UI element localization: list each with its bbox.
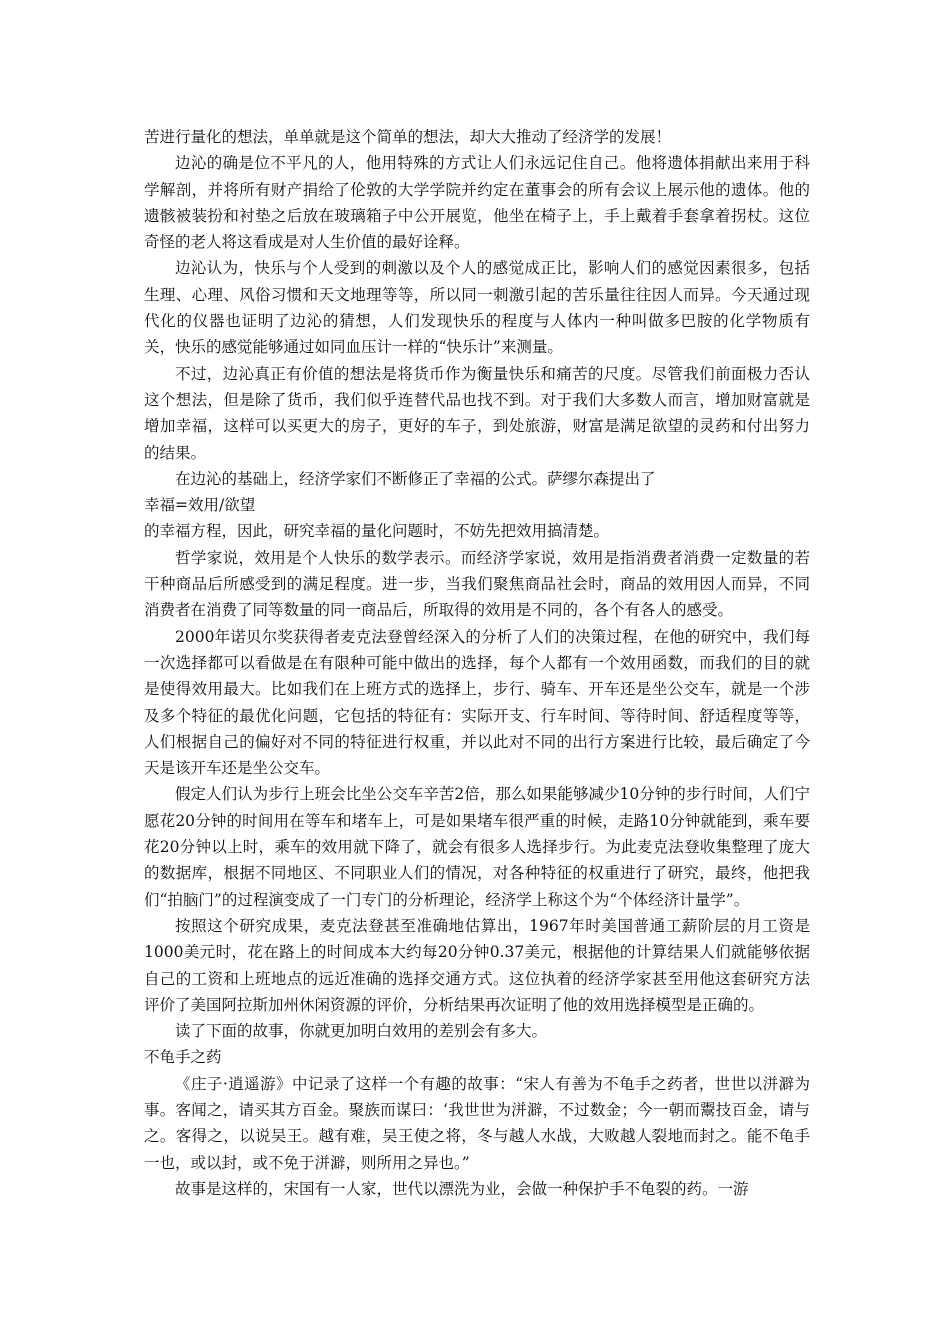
paragraph: 边沁认为，快乐与个人受到的刺激以及个人的感觉成正比，影响人们的感觉因素很多，包括生理、心理、风俗习惯和天文地理等等，所以同一刺激引起的苦乐量往往因人而异。今天通过现代化的仪器也证明了边沁的猜想，人们发现快乐的程度与人体内一种叫做多巴胺的化学物质有关，快乐的感觉能够通过如同血压计一样的“快乐计”来测量。 (144, 259, 810, 357)
paragraph: 假定人们认为步行上班会比坐公交车辛苦2倍，那么如果能够减少10分钟的步行时间，人们宁愿花20分钟的时间用在等车和堵车上，可是如果堵车很严重的时候，走路10分钟就能到，乘车要花20分钟以上时，乘车的效用就下降了，就会有很多人选择步行。为此麦克法登收集整理了庞大的数据库，根据不同地区、不同职业人们的情况，对各种特征的权重进行了研究，最终，他把我们“拍脑门”的过程演变成了一门专门的分析理论，经济学上称这个为“个体经济计量学”。 (144, 785, 810, 909)
paragraph: 故事是这样的，宋国有一人家，世代以漂洗为业，会做一种保护手不龟裂的药。一游 (175, 1179, 749, 1198)
paragraph: 《庄子·逍遥游》中记录了这样一个有趣的故事：“宋人有善为不龟手之药者，世世以洴澼为事。客闻之，请买其方百金。聚族而谋曰：‘我世世为洴澼，不过数金；今一朝而鬻技百金，请与之。客得之，以说吴王。越有难，吴王使之将，冬与越人水战，大败越人裂地而封之。能不龟手一也，或以封，或不免于洴澼，则所用之异也。” (144, 1074, 810, 1172)
paragraph: 哲学家说，效用是个人快乐的数学表示。而经济学家说，效用是指消费者消费一定数量的若干种商品后所感受到的满足程度。进一步，当我们聚焦商品社会时，商品的效用因人而异，不同消费者在消费了同等数量的同一商品后，所取得的效用是不同的，各个有各人的感受。 (144, 548, 810, 620)
body-text (144, 124, 810, 1202)
paragraph: 在边沁的基础上，经济学家们不断修正了幸福的公式。萨缪尔森提出了 (175, 469, 656, 488)
paragraph: 边沁的确是位不平凡的人，他用特殊的方式让人们永远记住自己。他将遗体捐献出来用于科学解剖，并将所有财产捐给了伦敦的大学学院并约定在董事会的所有会议上展示他的遗体。他的遗骸被装扮和衬垫之后放在玻璃箱子中公开展览，他坐在椅子上，手上戴着手套拿着拐杖。这位奇怪的老人将这看成是对人生价值的最好诠释。 (144, 154, 810, 252)
formula-line: 幸福=效用/欲望 (144, 496, 256, 515)
paragraph: 的幸福方程，因此，研究幸福的量化问题时，不妨先把效用搞清楚。 (144, 522, 610, 541)
paragraph: 2000年诺贝尔奖获得者麦克法登曾经深入的分析了人们的决策过程，在他的研究中，我们每一次选择都可以看做是在有限种可能中做出的选择，每个人都有一个效用函数，而我们的目的就是使得效用最大。比如我们在上班方式的选择上，步行、骑车、开车还是坐公交车，就是一个涉及多个特征的最优化问题，它包括的特征有：实际开支、行车时间、等待时间、舒适程度等等，人们根据自己的偏好对不同的特征进行权重，并以此对不同的出行方案进行比较，最后确定了今天是该开车还是坐公交车。 (144, 627, 810, 778)
paragraph: 按照这个研究成果，麦克法登甚至准确地估算出，1967年时美国普通工薪阶层的月工资是1000美元时，花在路上的时间成本大约每20分钟0.37美元，根据他的计算结果人们就能够依据自己的工资和上班地点的远近准确的选择交通方式。这位执着的经济学家甚至用他这套研究方法评价了美国阿拉斯加州休闲资源的评价，分析结果再次证明了他的效用选择模型是正确的。 (144, 916, 810, 1014)
paragraph: 苦进行量化的想法，单单就是这个简单的想法，却大大推动了经济学的发展！ (144, 128, 672, 146)
paragraph: 读了下面的故事，你就更加明白效用的差别会有多大。 (175, 1022, 548, 1041)
story-title: 不龟手之药 (144, 1048, 222, 1067)
paragraph: 不过，边沁真正有价值的想法是将货币作为衡量快乐和痛苦的尺度。尽管我们前面极力否认这个想法，但是除了货币，我们似乎连替代品也找不到。对于我们大多数人而言，增加财富就是增加幸福，这样可以买更大的房子，更好的车子，到处旅游，财富是满足欲望的灵药和付出努力的结果。 (144, 364, 810, 462)
